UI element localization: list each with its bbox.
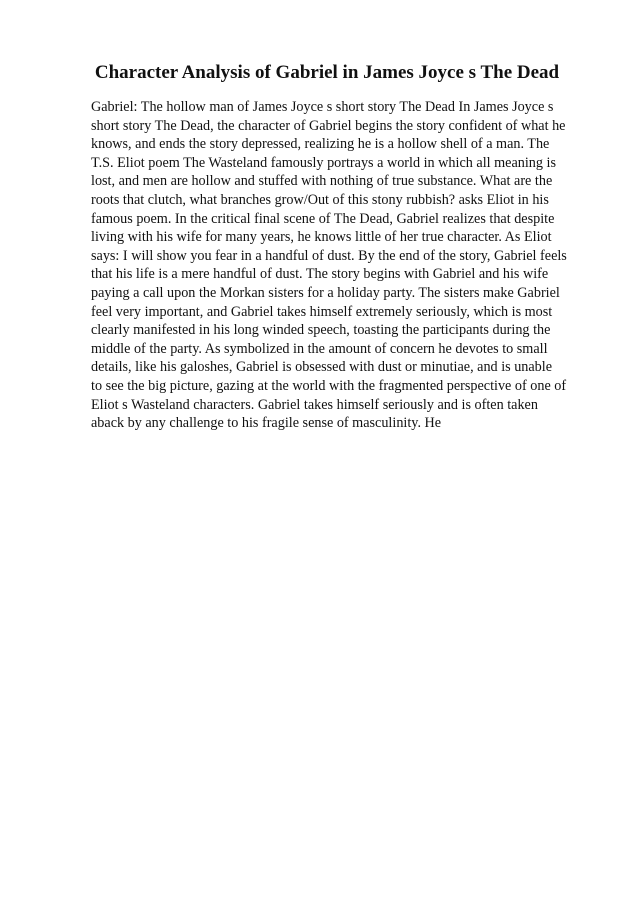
body-line: paying a call upon the Morkan sisters for a holiday party. The sisters make Gabriel	[91, 284, 560, 301]
body-line: Eliot s Wasteland characters. Gabriel takes himself seriously and is often taken	[91, 396, 538, 413]
body-line: lost, and men are hollow and stuffed with nothing of true substance. What are the	[91, 173, 553, 190]
body-line: feel very important, and Gabriel takes himself extremely seriously, which is most	[91, 303, 553, 320]
body-line: clearly manifested in his long winded speech, toasting the participants during the	[91, 322, 551, 339]
body-line: to see the big picture, gazing at the world with the fragmented perspective of one of	[91, 377, 567, 394]
body-line: Gabriel: The hollow man of James Joyce s short story The Dead In James Joyce s	[91, 99, 554, 115]
document-body	[91, 98, 591, 433]
body-line: living with his wife for many years, he knows little of her true character. As Eliot	[91, 229, 552, 246]
body-line: T.S. Eliot poem The Wasteland famously portrays a world in which all meaning is	[91, 154, 556, 171]
body-line: middle of the party. As symbolized in the amount of concern he devotes to small	[91, 340, 548, 357]
body-line: aback by any challenge to his fragile sense of masculinity. He	[91, 415, 442, 432]
body-line: says: I will show you fear in a handful of dust. By the end of the story, Gabriel feels	[91, 247, 567, 264]
body-line: roots that clutch, what branches grow/Out of this stony rubbish? asks Eliot in his	[91, 191, 549, 208]
document-title: Character Analysis of Gabriel in James Joyce s The Dead	[94, 62, 560, 83]
body-line: famous poem. In the critical final scene of The Dead, Gabriel realizes that despite	[91, 210, 555, 227]
body-line: that his life is a mere handful of dust. The story begins with Gabriel and his wife	[91, 266, 549, 283]
body-line: details, like his galoshes, Gabriel is obsessed with dust or minutiae, and is unable	[91, 359, 553, 376]
body-line: knows, and ends the story depressed, realizing he is a hollow shell of a man. The	[91, 136, 550, 153]
body-line: short story The Dead, the character of Gabriel begins the story confident of what he	[91, 117, 566, 134]
